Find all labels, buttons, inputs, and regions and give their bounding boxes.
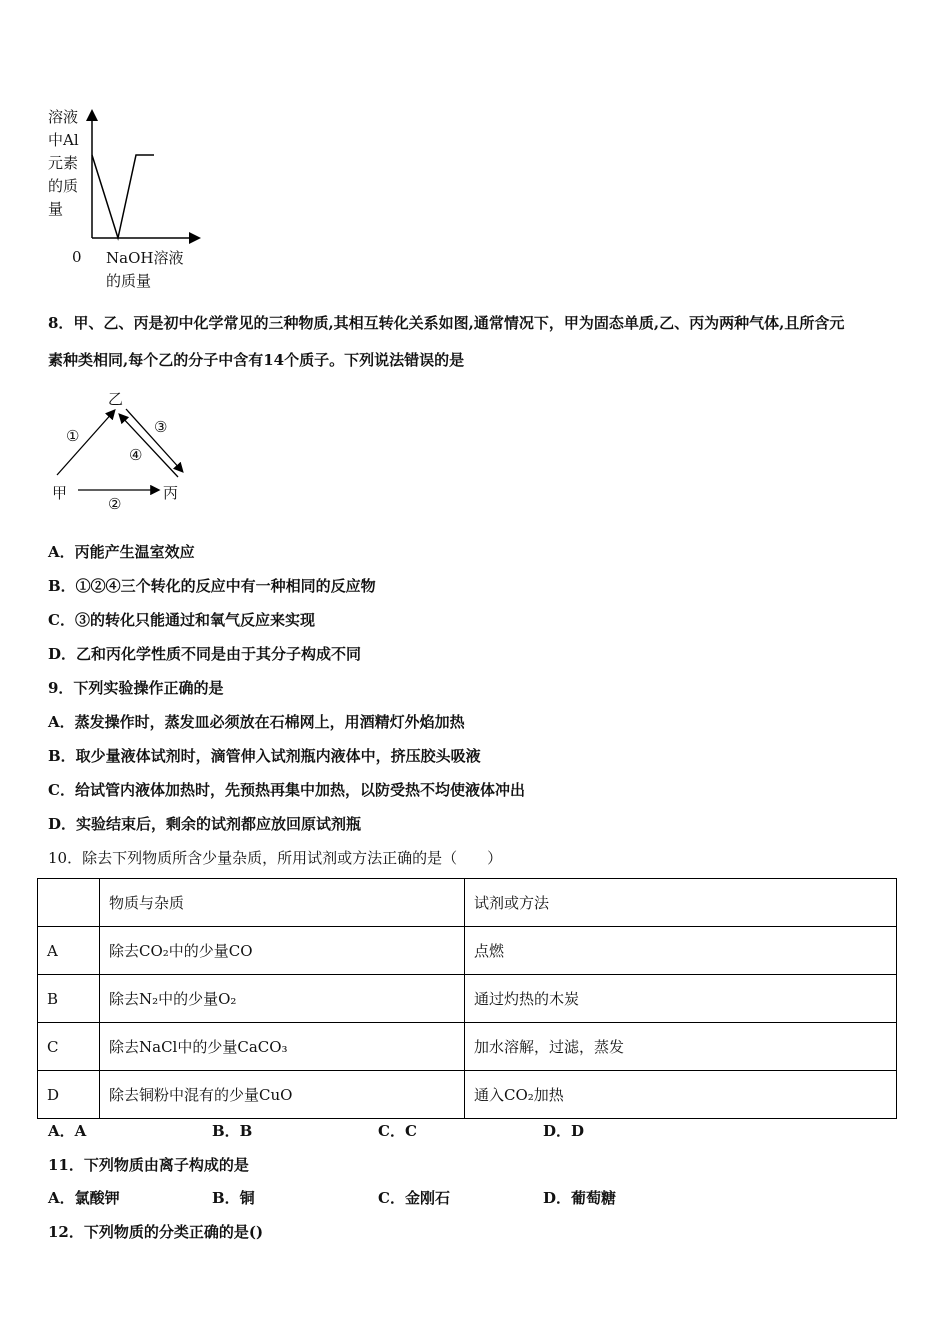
graph-curve — [92, 155, 154, 238]
table-cell — [38, 879, 100, 927]
y-label-line: 量 — [48, 200, 64, 218]
table-cell: A — [38, 927, 100, 975]
label-4: ④ — [129, 446, 143, 464]
q10-option-d: D．D — [543, 1122, 585, 1140]
q9-option-d: D．实验结束后，剩余的试剂都应放回原试剂瓶 — [48, 815, 362, 833]
q9-stem: 9．下列实验操作正确的是 — [48, 679, 224, 697]
x-label-line: 的质量 — [106, 272, 152, 290]
table-cell: 加水溶解，过滤，蒸发 — [465, 1023, 897, 1071]
q8-stem-line2: 素种类相同,每个乙的分子中含有14个质子。下列说法错误的是 — [48, 351, 465, 369]
table-cell: 点燃 — [465, 927, 897, 975]
y-label-line: 的质 — [48, 177, 79, 195]
y-label-line: 中Al — [48, 131, 79, 149]
table-row — [38, 975, 897, 1023]
conversion-arrows — [40, 395, 200, 505]
node-jia: 甲 — [52, 484, 68, 502]
table-cell: 通入CO₂加热 — [465, 1071, 897, 1119]
q8-stem-line1: 8．甲、乙、丙是初中化学常见的三种物质,其相互转化关系如图,通常情况下，甲为固态单质,乙、丙为两种气体,且所含元 — [48, 314, 845, 332]
table-cell: B — [38, 975, 100, 1023]
q9-option-c: C．给试管内液体加热时，先预热再集中加热，以防受热不均使液体冲出 — [48, 781, 525, 799]
q11-option-d: D．葡萄糖 — [543, 1189, 617, 1207]
label-2: ② — [108, 495, 122, 513]
aluminum-graph — [80, 100, 210, 250]
node-yi: 乙 — [108, 390, 124, 408]
table-cell: 除去铜粉中混有的少量CuO — [100, 1071, 465, 1119]
q10-option-b: B．B — [212, 1122, 253, 1140]
q12-stem: 12．下列物质的分类正确的是() — [48, 1223, 264, 1241]
table-header-row — [38, 879, 897, 927]
table-cell: 物质与杂质 — [100, 879, 465, 927]
node-bing: 丙 — [163, 484, 179, 502]
table-row — [38, 927, 897, 975]
x-label-line: NaOH溶液 — [106, 249, 184, 267]
table-row — [38, 1071, 897, 1119]
table-cell: 除去N₂中的少量O₂ — [100, 975, 465, 1023]
q11-option-c: C．金刚石 — [378, 1189, 450, 1207]
table-cell: 除去NaCl中的少量CaCO₃ — [100, 1023, 465, 1071]
label-1: ① — [66, 427, 80, 445]
q9-option-a: A．蒸发操作时，蒸发皿必须放在石棉网上，用酒精灯外焰加热 — [48, 713, 465, 731]
y-label-line: 元素 — [48, 154, 79, 172]
graph-origin: 0 — [72, 248, 82, 266]
q11-option-a: A．氯酸钾 — [48, 1189, 120, 1207]
q8-option-c: C．③的转化只能通过和氧气反应来实现 — [48, 611, 315, 629]
graph-x-axis-label — [106, 247, 183, 293]
table-cell: D — [38, 1071, 100, 1119]
table-row — [38, 1023, 897, 1071]
q8-option-b: B．①②④三个转化的反应中有一种相同的反应物 — [48, 577, 376, 595]
y-label-line: 溶液 — [48, 108, 79, 126]
q8-option-a: A．丙能产生温室效应 — [48, 543, 195, 561]
q10-table — [37, 878, 897, 1119]
q11-option-b: B．铜 — [212, 1189, 255, 1207]
q11-stem: 11．下列物质由离子构成的是 — [48, 1156, 249, 1174]
q8-option-d: D．乙和丙化学性质不同是由于其分子构成不同 — [48, 645, 362, 663]
table-cell: 试剂或方法 — [465, 879, 897, 927]
table-cell: 除去CO₂中的少量CO — [100, 927, 465, 975]
table-cell: C — [38, 1023, 100, 1071]
table-cell: 通过灼热的木炭 — [465, 975, 897, 1023]
q9-option-b: B．取少量液体试剂时，滴管伸入试剂瓶内液体中，挤压胶头吸液 — [48, 747, 481, 765]
q10-option-a: A．A — [48, 1122, 87, 1140]
label-3: ③ — [154, 418, 168, 436]
q10-stem: 10．除去下列物质所含少量杂质，所用试剂或方法正确的是（ ） — [48, 849, 503, 867]
q10-option-c: C．C — [378, 1122, 417, 1140]
